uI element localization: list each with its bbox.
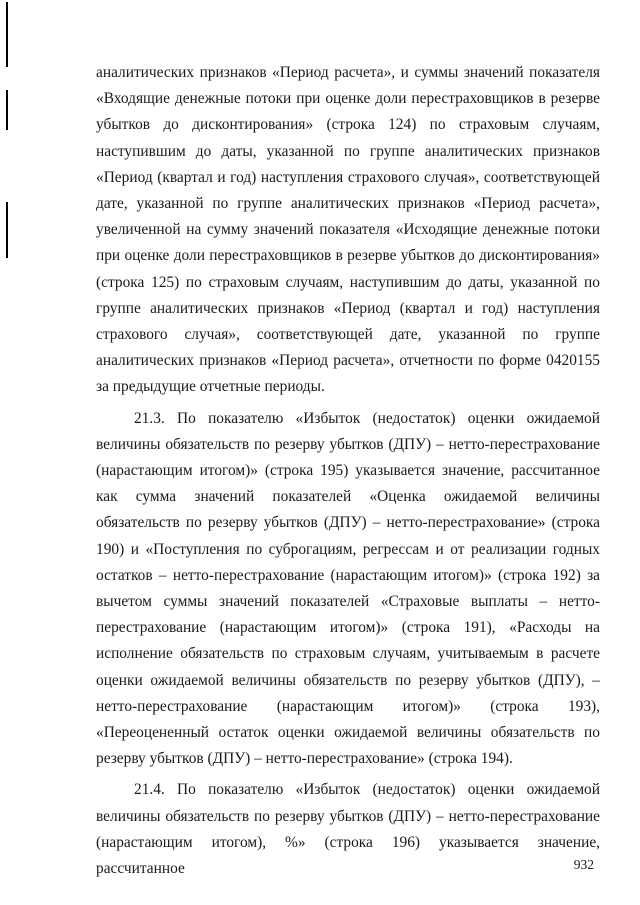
page-number: 932 bbox=[573, 857, 594, 872]
paragraph-21-4: 21.4. По показателю «Избыток (недостаток) оценки ожидаемой величины обязательств по резерву убытков (ДПУ) – нетто-перестрахование (нарастающим итогом), %» (строка 196) указывается значение, рассчитанное bbox=[96, 781, 600, 878]
paragraph-21-3: 21.3. По показателю «Избыток (недостаток) оценки ожидаемой величины обязательств по резерву убытков (ДПУ) – нетто-перестрахование (нарастающим итогом)» (строка 195) указывается значение, рассчитанное как сумма значений показателей «Оценка ожидаемой величины обязательств по резерву убытков (ДПУ) – нетто-перестрахование» (строка 190) и «Поступления по суброгациям, регрессам и от реализации годных остатков – нетто-перестрахование (нарастающим итогом)» (строка 192) за вычетом суммы значений показателей «Страховые выплаты – нетто-перестрахование (нарастающим итогом)» (строка 191), «Расходы на исполнение обязательств по страховым случаям, учитываемым в расчете оценки ожидаемой величины обязательств по резерву убытков (ДПУ), – нетто-перестрахование (нарастающим итогом)» (строка 193), «Переоцененный остаток оценки ожидаемой величины обязательств по резерву убытков (ДПУ) – нетто-перестрахование» (строка 194). bbox=[96, 409, 600, 768]
margin-bar-mark bbox=[6, 2, 8, 67]
paragraph-continuation: аналитических признаков «Период расчета», и суммы значений показателя «Входящие денежные потоки при оценке доли перестраховщиков в резерве убытков до дисконтирования» (строка 124) по страховым случаям, наступившим до даты, указанной по группе аналитических признаков «Период (квартал и год) наступления страхового случая», соответствующей дате, указанной по группе аналитических признаков «Период расчета», увеличенной на сумму значений показателя «Исходящие денежные потоки при оценке доли перестраховщиков в резерве убытков до дисконтирования» (строка 125) по страховым случаям, наступившим до даты, указанной по группе аналитических признаков «Период (квартал и год) наступления страхового случая», соответствующей дате, указанной по группе аналитических признаков «Период расчета», отчетности по форме 0420155 за предыдущие отчетные периоды. bbox=[96, 64, 600, 396]
margin-bar-mark bbox=[6, 202, 8, 258]
margin-bar-mark bbox=[6, 90, 8, 130]
document-body bbox=[96, 60, 600, 882]
